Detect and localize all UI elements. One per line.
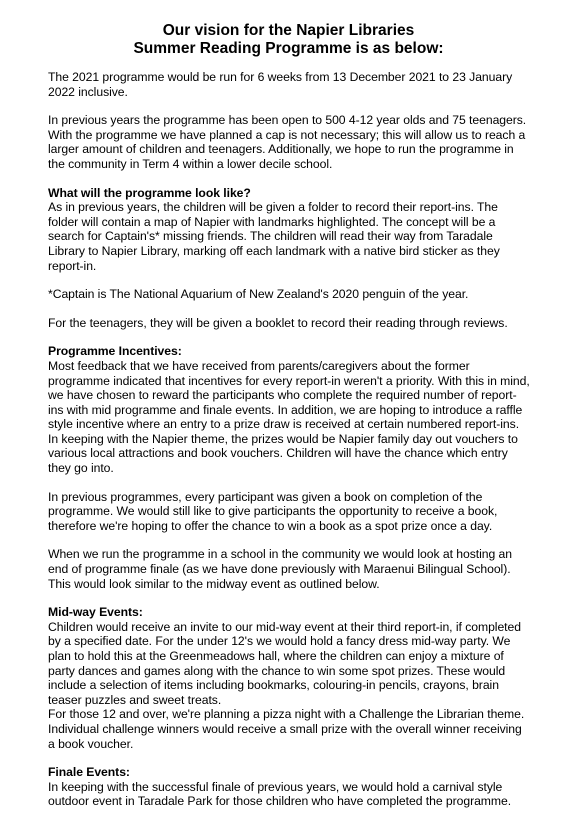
teenagers-paragraph: For the teenagers, they will be given a booklet to record their reading through reviews. [48,315,508,330]
captain-footnote: *Captain is The National Aquarium of New Zealand's 2020 penguin of the year. [48,287,469,302]
finale-paragraph: In keeping with the successful finale of previous years, we would hold a carnival style outdoor event in Taradale Park for those children who have completed the programme. [48,779,512,809]
midway-heading: Mid-way Events: [48,605,143,620]
previous-years-paragraph: In previous years the programme has been open to 500 4-12 year olds and 75 teenagers. With the programme we have planned a cap is not necessary; this will allow us to reach a larger amount of children and teenagers. Additionally, we hope to run the programme in the community in Term 4 within a lower decile school. [48,113,527,171]
incentives-heading: Programme Incentives: [48,344,182,359]
finale-heading: Finale Events: [48,765,130,780]
look-like-heading: What will the programme look like? [48,185,251,200]
incentives-section [48,344,530,591]
books-paragraph: In previous programmes, every participant was given a book on completion of the programme. We would still like to give participants the opportunity to receive a book, therefore we're hoping to offer the chance to win a book as a spot prize once a day. [48,489,498,533]
look-like-section [48,186,530,331]
document-body [48,70,530,823]
midway-section [48,605,530,751]
page-title [0,22,577,58]
incentives-paragraph: Most feedback that we have received from parents/caregivers about the former programme indicated that incentives for every report-in weren't a priority. With this in mind, we have chosen to reward the participants who complete the required number of report-ins with mid programme and finale events. In addition, we are hoping to introduce a raffle style incentive where an entry to a prize draw is received at certain numbered report-ins. In keeping with the Napier theme, the prizes would be Napier family day out vouchers to various local attractions and book vouchers. Children will have the chance which entry they go into. [48,358,530,476]
title-line-2: Summer Reading Programme is as below: [133,40,444,57]
over-12-paragraph: For those 12 and over, we're planning a pizza night with a Challenge the Librarian theme. Individual challenge winners would receive a small prize with the overall winner receiving a book voucher. [48,707,525,751]
school-finale-paragraph: When we run the programme in a school in the community we would look at hosting an end of programme finale (as we have done previously with Maraenui Bilingual School). This would look similar to the midway event as outlined below. [48,547,513,591]
title-line-1: Our vision for the Napier Libraries [162,22,415,39]
midway-paragraph: Children would receive an invite to our mid-way event at their third report-in, if completed by a specified date. For the under 12's we would hold a fancy dress mid-way party. We plan to hold this at the Greenmeadows hall, where the children can enjoy a mixture of party dances and games along with the chance to win some spot prizes. These would include a selection of items including bookmarks, colouring-in pencils, crayons, brain teaser puzzles and sweet treats. [48,619,521,707]
finale-section [48,765,530,809]
intro-paragraph: The 2021 programme would be run for 6 weeks from 13 December 2021 to 23 January 2022 inclusive. [48,70,513,99]
look-like-paragraph: As in previous years, the children will be given a folder to record their report-ins. The folder will contain a map of Napier with landmarks highlighted. The concept will be a search for Captain's* missing friends. The children will read their way from Taradale Library to Napier Library, marking off each landmark with a native bird sticker as they report-in. [48,200,500,273]
